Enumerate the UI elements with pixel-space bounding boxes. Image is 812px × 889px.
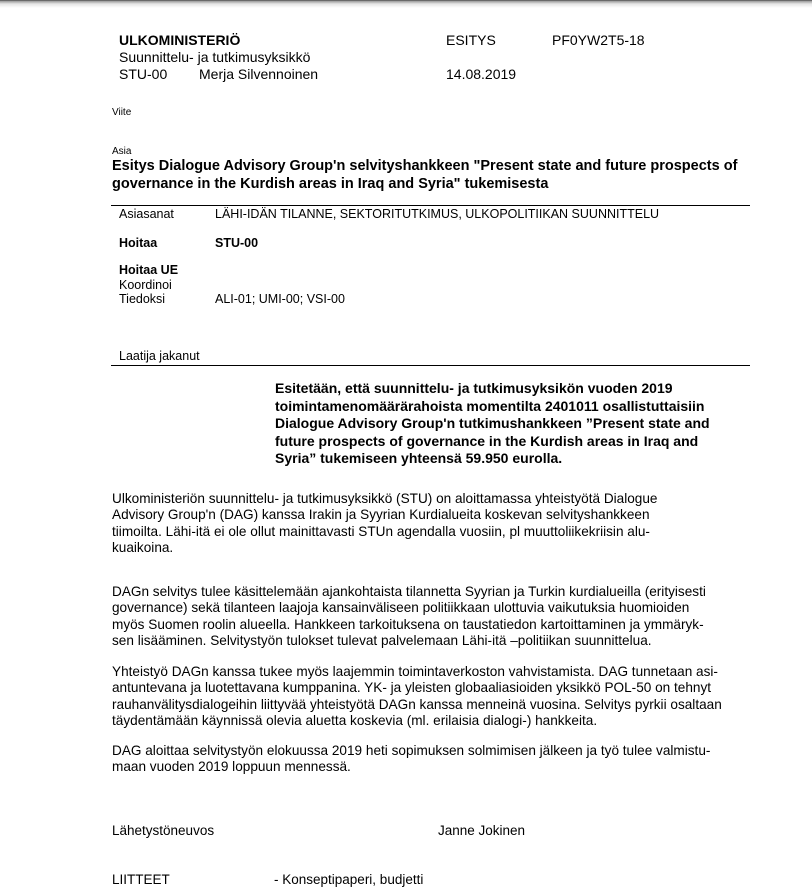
proposal-text: [275, 380, 745, 468]
keywords-label: Asiasanat: [119, 207, 174, 221]
organization-name: ULKOMINISTERIÖ: [119, 32, 241, 48]
handler-label: Hoitaa: [119, 236, 158, 250]
document-date: 14.08.2019: [446, 66, 517, 82]
body-paragraph-4: [112, 743, 752, 776]
info-value: ALI-01; UMI-00; VSI-00: [215, 292, 345, 306]
paragraph-line: antuntevana ja luotettavana kumppanina. YK- ja yleisten globaaliasioiden yksikkö POL-50 on tehnyt: [112, 680, 712, 696]
attachments-value[interactable]: - Konseptipaperi, budjetti: [274, 872, 424, 887]
unit-name: Suunnittelu- ja tutkimusyksikkö: [119, 49, 311, 65]
paragraph-line: DAG aloittaa selvitystyön elokuussa 2019 heti sopimuksen solmimisen jälkeen ja työ tulee valmistu-: [112, 743, 711, 758]
distributed-label: Laatija jakanut: [119, 349, 200, 363]
paragraph-line: governance) sekä tilanteen laajoja kansainväliseen politiikkaan ulottuvia vaikutuksia huomioiden: [112, 600, 690, 616]
proposal-line: toimintamenomäärärahoista momentilta 2401011 osallistuttaisiin: [275, 397, 705, 414]
subject-title: Esitys Dialogue Advisory Group'n selvityshankkeen "Present state and future prospects of governance in the Kurdish areas in Iraq and Syria" tukemisesta: [112, 158, 738, 192]
coordinate-label: Koordinoi: [119, 278, 172, 292]
paragraph-line: Yhteistyö DAGn kanssa tukee myös laajemmin toimintaverkoston vahvistamista. DAG tunnetaan asi-: [112, 664, 718, 679]
signature-title: Lähetystöneuvos: [112, 823, 215, 838]
proposal-line: Esitetään, että suunnittelu- ja tutkimusyksikön vuoden 2019: [275, 380, 673, 396]
divider-bottom: [111, 365, 750, 366]
divider-top: [111, 205, 750, 206]
unit-code: STU-00: [119, 66, 168, 82]
reference-label: Viite: [112, 107, 132, 118]
attachments-label: LIITTEET: [112, 872, 170, 887]
keywords-value: LÄHI-IDÄN TILANNE, SEKTORITUTKIMUS, ULKOPOLITIIKAN SUUNNITTELU: [215, 207, 660, 221]
paragraph-line: Advisory Group'n (DAG) kanssa Irakin ja Syyrian Kurdialueita koskevan selvityshankkeen: [112, 507, 650, 523]
document-type: ESITYS: [446, 32, 496, 48]
info-label: Tiedoksi: [119, 292, 166, 306]
paragraph-line: Ulkoministeriön suunnittelu- ja tutkimusyksikkö (STU) on aloittamassa yhteistyötä Dialogue: [112, 491, 658, 506]
subject-label: Asia: [112, 146, 132, 157]
proposal-line: Syria” tukemiseen yhteensä 59.950 eurolla.: [275, 450, 563, 467]
handler-ue-label: Hoitaa UE: [119, 263, 179, 277]
window-top-edge: [0, 0, 812, 8]
proposal-line: future prospects of governance in the Kurdish areas in Iraq and: [275, 432, 699, 449]
paragraph-line: kuaikoina.: [112, 539, 174, 555]
handler-value: STU-00: [215, 236, 259, 250]
paragraph-line: täydentämään käynnissä olevia aluetta koskevia (ml. erilaisia dialogi-) hankkeita.: [112, 712, 598, 728]
document-id: PF0YW2T5-18: [552, 32, 645, 48]
paragraph-line: myös Suomen roolin alueella. Hankkeen tarkoituksena on taustatiedon kartoittaminen ja ymmäryk-: [112, 616, 704, 632]
author-name: Merja Silvennoinen: [199, 66, 319, 82]
body-paragraph-1: [112, 491, 752, 556]
paragraph-line: maan vuoden 2019 loppuun mennessä.: [112, 759, 351, 775]
paragraph-line: tiimoilta. Lähi-itä ei ole ollut mainittavasti STUn agendalla vuosiin, pl muuttoliikekriisin alu-: [112, 523, 650, 539]
body-paragraph-2: [112, 584, 752, 649]
body-paragraph-3: [112, 664, 752, 729]
signature-name: Janne Jokinen: [438, 823, 526, 838]
paragraph-line: sen lisääminen. Selvitystyön tulokset tulevat palvelemaan Lähi-itä –politiikan suunnittelua.: [112, 632, 652, 648]
paragraph-line: DAGn selvitys tulee käsittelemään ajankohtaista tilannetta Syyrian ja Turkin kurdialueilla (erityisesti: [112, 584, 706, 599]
paragraph-line: rauhanvälitysdialogeihin liittyvää yhteistyötä DAGn kanssa menneinä vuosina. Selvitys pyrkii osaltaan: [112, 696, 722, 712]
proposal-line: Dialogue Advisory Group'n tutkimushankkeen ”Present state and: [275, 415, 710, 432]
